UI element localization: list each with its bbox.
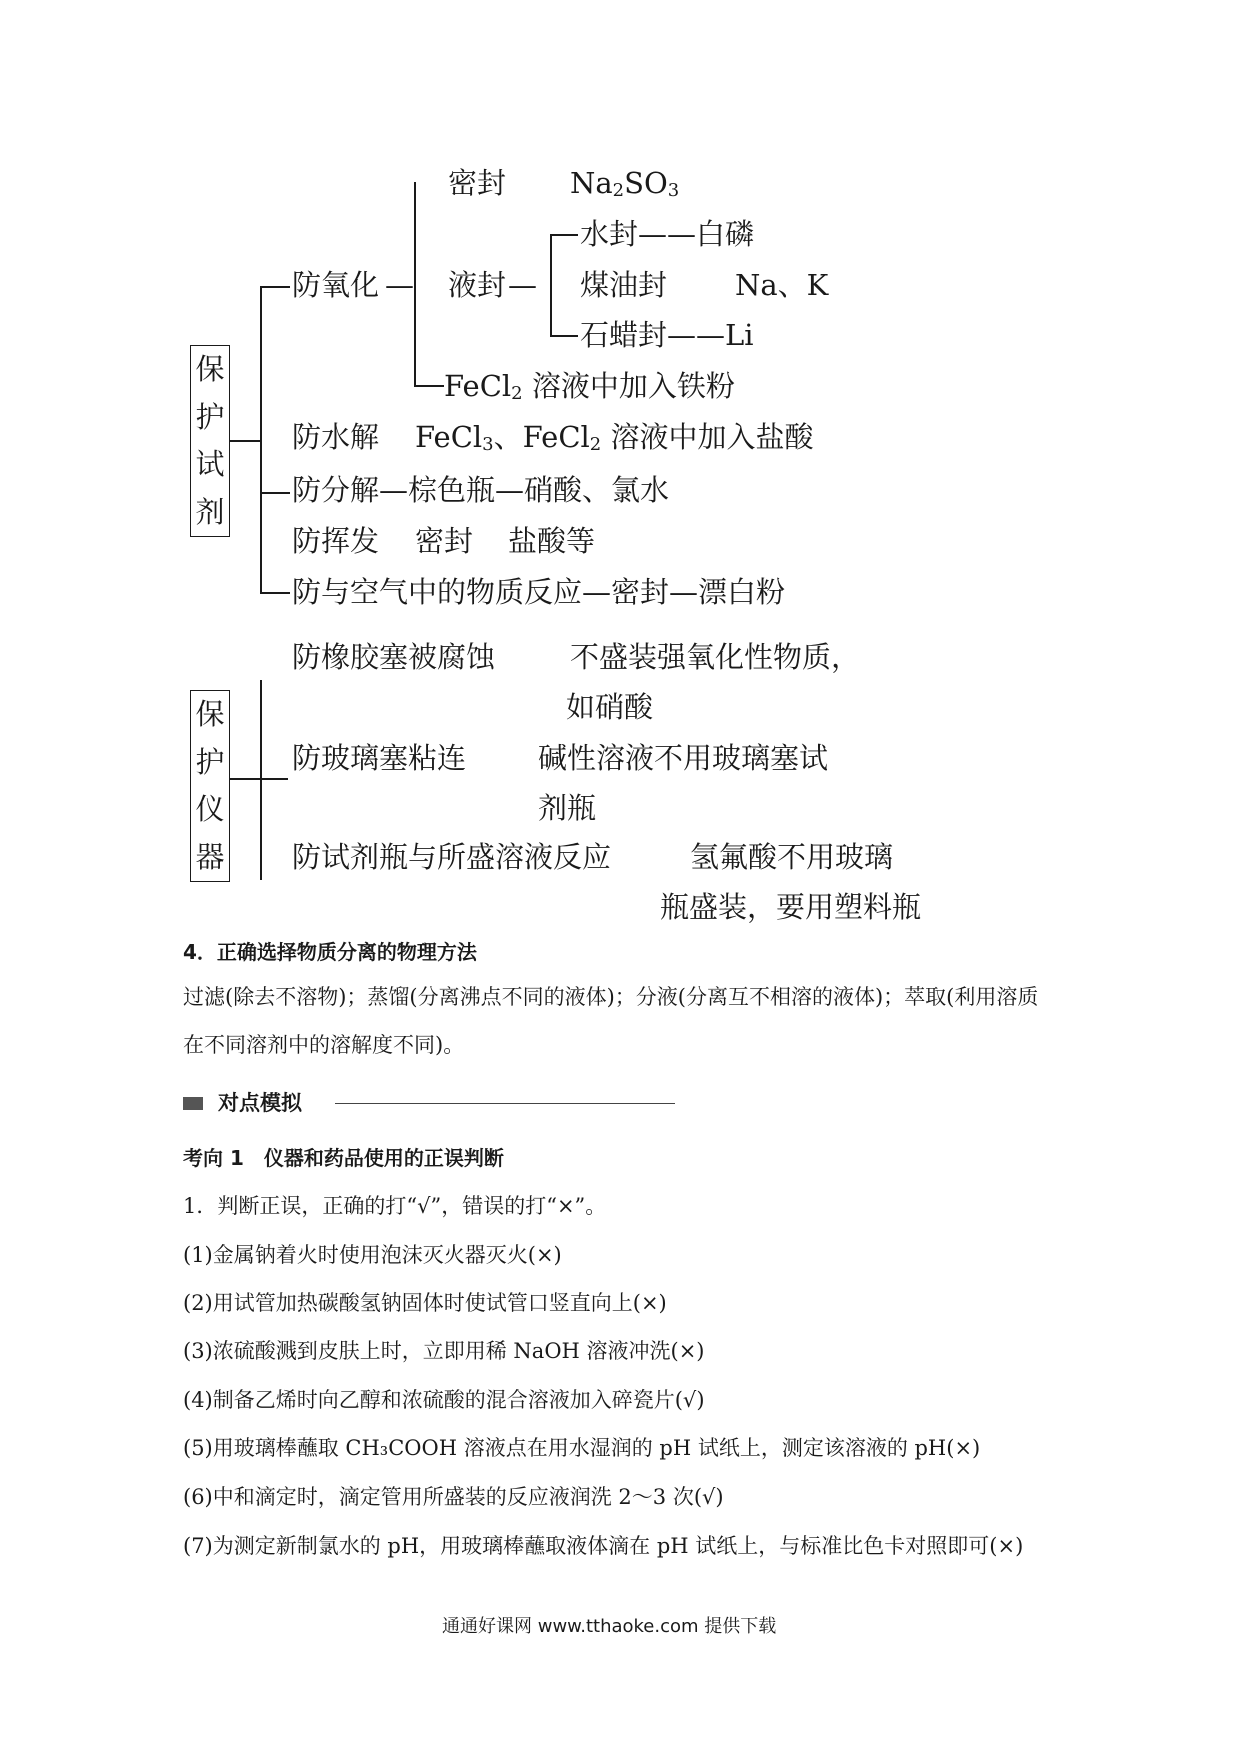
kerosene-seal: 煤油封 xyxy=(580,268,668,302)
bracket-connector xyxy=(230,778,288,780)
topic-heading: 考向 1 仪器和药品使用的正误判断 xyxy=(183,1146,504,1170)
reagent-protection-root xyxy=(190,345,230,537)
judgment-item: (4)制备乙烯时向乙醇和浓硫酸的混合溶液加入碎瓷片(√) xyxy=(183,1388,705,1412)
judgment-item: (6)中和滴定时，滴定管用所盛装的反应液润洗 2～3 次(√) xyxy=(183,1485,724,1509)
branch-glass-stopper: 防玻璃塞粘连 xyxy=(292,741,467,775)
judgment-item: (2)用试管加热碳酸氢钠固体时使试管口竖直向上(×) xyxy=(183,1291,667,1315)
branch-volatilization: 防挥发 xyxy=(292,524,380,558)
section-marker-icon xyxy=(183,1097,203,1110)
liquid-bracket-line xyxy=(550,234,552,336)
water-seal: 水封——白磷 xyxy=(580,217,755,251)
section-rule xyxy=(335,1103,675,1104)
root-char: 试 xyxy=(195,447,225,482)
root-char: 保 xyxy=(195,697,225,732)
iron-powder: FeCl2 溶液中加入铁粉 xyxy=(444,369,735,404)
bracket-connector xyxy=(230,440,260,442)
bracket-tick xyxy=(260,492,290,494)
sub-bracket-tick xyxy=(414,385,444,387)
seal-method: 密封 xyxy=(448,166,507,200)
paraffin-seal: 石蜡封——Li xyxy=(580,318,754,352)
volatilization-example: 盐酸等 xyxy=(508,524,596,558)
section-heading: 4．正确选择物质分离的物理方法 xyxy=(183,940,477,964)
hydrolysis-detail: FeCl3、FeCl2 溶液中加入盐酸 xyxy=(415,420,814,455)
judgment-item: (1)金属钠着火时使用泡沫灭火器灭火(×) xyxy=(183,1243,562,1267)
root-char: 器 xyxy=(195,839,225,874)
bracket-tick xyxy=(260,286,290,288)
root-char: 剂 xyxy=(195,494,225,529)
sub-bracket-line xyxy=(414,182,416,386)
liquid-seal-dash: — xyxy=(508,268,537,302)
kerosene-example: Na、K xyxy=(735,268,829,302)
branch-decomposition: 防分解—棕色瓶—硝酸、氯水 xyxy=(292,473,670,507)
glass-stopper-detail: 碱性溶液不用玻璃塞试 xyxy=(538,741,829,775)
practice-title: 对点模拟 xyxy=(218,1091,302,1115)
rubber-stopper-detail: 不盛装强氧化性物质， xyxy=(570,640,861,674)
volatilization-method: 密封 xyxy=(415,524,474,558)
root-char: 仪 xyxy=(195,792,225,827)
judgment-item: (7)为测定新制氯水的 pH，用玻璃棒蘸取液体滴在 pH 试纸上，与标准比色卡对照即可(×) xyxy=(183,1534,1024,1558)
liquid-bracket-tick xyxy=(550,335,578,337)
oxidation-dash: — xyxy=(385,268,414,302)
root-char: 保 xyxy=(195,352,225,387)
bottle-reaction-detail: 氢氟酸不用玻璃 xyxy=(690,840,894,874)
glass-stopper-detail-2: 剂瓶 xyxy=(538,791,597,825)
question-prompt: 1．判断正误，正确的打“√”，错误的打“×”。 xyxy=(183,1194,607,1218)
judgment-item: (3)浓硫酸溅到皮肤上时，立即用稀 NaOH 溶液冲洗(×) xyxy=(183,1339,705,1363)
bracket-tick xyxy=(260,592,290,594)
paragraph-line: 在不同溶剂中的溶解度不同)。 xyxy=(183,1033,465,1057)
branch-bottle-reaction: 防试剂瓶与所盛溶液反应 xyxy=(292,840,612,874)
root-char: 护 xyxy=(195,399,225,434)
seal-example: Na2SO3 xyxy=(570,166,680,201)
rubber-stopper-detail-2: 如硝酸 xyxy=(566,690,654,724)
instrument-protection-root xyxy=(190,690,230,882)
branch-oxidation: 防氧化 xyxy=(292,268,380,302)
judgment-item: (5)用玻璃棒蘸取 CH₃COOH 溶液点在用水湿润的 pH 试纸上，测定该溶液的 pH(×) xyxy=(183,1436,981,1460)
branch-air-reaction: 防与空气中的物质反应—密封—漂白粉 xyxy=(292,575,786,609)
root-char: 护 xyxy=(195,744,225,779)
branch-rubber-stopper: 防橡胶塞被腐蚀 xyxy=(292,640,496,674)
page-footer: 通通好课网 www.tthaoke.com 提供下载 xyxy=(442,1616,777,1637)
bracket-line xyxy=(260,286,262,592)
bracket-line xyxy=(260,680,262,880)
liquid-bracket-tick xyxy=(550,234,578,236)
branch-hydrolysis: 防水解 xyxy=(292,420,380,454)
paragraph-line: 过滤(除去不溶物)；蒸馏(分离沸点不同的液体)；分液(分离互不相溶的液体)；萃取(利用溶质 xyxy=(183,985,1039,1009)
bottle-reaction-detail-2: 瓶盛装，要用塑料瓶 xyxy=(660,890,922,924)
liquid-seal: 液封 xyxy=(448,268,507,302)
